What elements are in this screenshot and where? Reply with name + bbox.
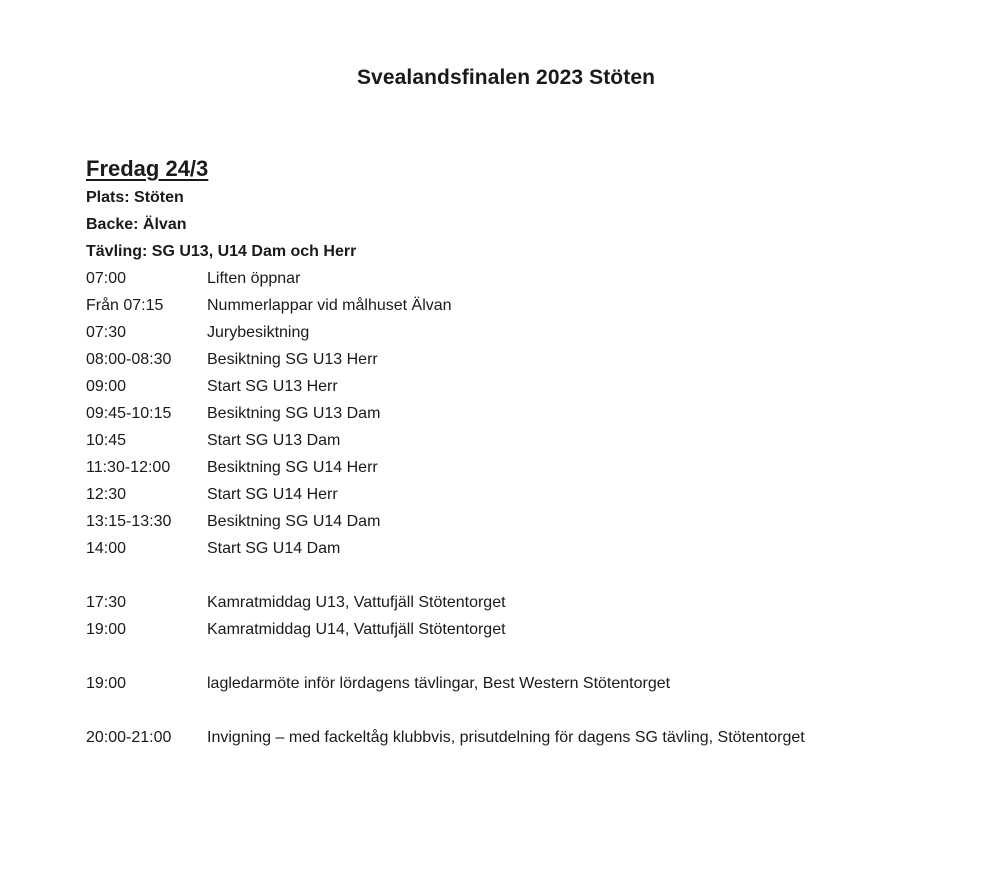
schedule-description: Invigning – med fackeltåg klubbvis, prisutdelning för dagens SG tävling, Stötentorget [207, 729, 805, 746]
schedule-time: 09:45-10:15 [86, 405, 172, 422]
schedule-description: Start SG U14 Dam [207, 540, 341, 557]
schedule-description: lagledarmöte inför lördagens tävlingar, Best Western Stötentorget [207, 675, 671, 692]
schedule-gap [86, 697, 966, 724]
schedule-row [86, 589, 966, 616]
schedule-row [86, 454, 966, 481]
schedule-time: 20:00-21:00 [86, 729, 172, 746]
document-title: Svealandsfinalen 2023 Stöten [356, 66, 656, 89]
day-section [86, 154, 966, 751]
schedule-description: Besiktning SG U13 Herr [207, 351, 378, 368]
schedule-description: Besiktning SG U14 Herr [207, 459, 378, 476]
schedule-time: 13:15-13:30 [86, 513, 172, 530]
schedule-row [86, 265, 966, 292]
schedule-row [86, 319, 966, 346]
slope-line: Backe: Älvan [86, 216, 187, 233]
schedule-row [86, 400, 966, 427]
schedule [86, 265, 966, 751]
schedule-row [86, 427, 966, 454]
schedule-description: Nummerlappar vid målhuset Älvan [207, 297, 452, 314]
schedule-row [86, 508, 966, 535]
schedule-row [86, 346, 966, 373]
schedule-row [86, 481, 966, 508]
schedule-time: 10:45 [86, 432, 127, 449]
schedule-row [86, 373, 966, 400]
schedule-description: Jurybesiktning [207, 324, 310, 341]
schedule-time: Från 07:15 [86, 297, 164, 314]
schedule-time: 09:00 [86, 378, 127, 395]
day-heading: Fredag 24/3 [86, 156, 209, 181]
schedule-description: Besiktning SG U14 Dam [207, 513, 381, 530]
schedule-description: Liften öppnar [207, 270, 301, 287]
place-line: Plats: Stöten [86, 189, 184, 206]
schedule-description: Kamratmiddag U14, Vattufjäll Stötentorget [207, 621, 506, 638]
schedule-time: 12:30 [86, 486, 127, 503]
schedule-gap [86, 643, 966, 670]
schedule-time: 19:00 [86, 675, 127, 692]
schedule-gap [86, 562, 966, 589]
schedule-block [86, 724, 966, 751]
schedule-row [86, 535, 966, 562]
schedule-time: 17:30 [86, 594, 127, 611]
schedule-time: 14:00 [86, 540, 127, 557]
schedule-description: Besiktning SG U13 Dam [207, 405, 381, 422]
schedule-time: 07:00 [86, 270, 127, 287]
schedule-block [86, 265, 966, 562]
schedule-description: Start SG U13 Dam [207, 432, 341, 449]
schedule-description: Start SG U13 Herr [207, 378, 338, 395]
schedule-time: 07:30 [86, 324, 127, 341]
schedule-row [86, 670, 966, 697]
schedule-row [86, 292, 966, 319]
schedule-description: Start SG U14 Herr [207, 486, 338, 503]
competition-line: Tävling: SG U13, U14 Dam och Herr [86, 243, 357, 260]
schedule-time: 08:00-08:30 [86, 351, 172, 368]
schedule-time: 11:30-12:00 [86, 459, 171, 476]
schedule-description: Kamratmiddag U13, Vattufjäll Stötentorget [207, 594, 506, 611]
schedule-block [86, 589, 966, 643]
schedule-block [86, 670, 966, 697]
schedule-row [86, 724, 966, 751]
schedule-time: 19:00 [86, 621, 127, 638]
schedule-row [86, 616, 966, 643]
